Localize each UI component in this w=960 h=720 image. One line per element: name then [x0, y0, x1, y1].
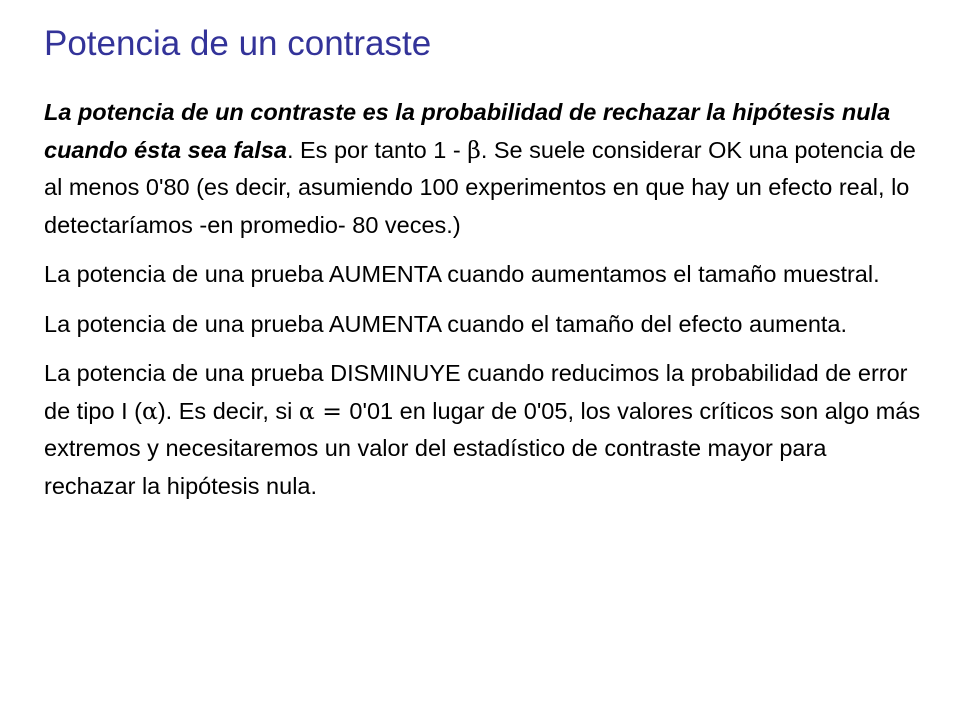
beta-symbol: β [467, 135, 481, 164]
paragraph-alpha [44, 355, 924, 505]
slide-title: Potencia de un contraste [44, 24, 432, 63]
text-segment: La potencia de una prueba AUMENTA cuando el tamaño del efecto aumenta. [44, 310, 848, 337]
paragraph-definition [44, 94, 924, 244]
text-segment: . Es por tanto 1 - [286, 136, 468, 163]
alpha-equals-symbol: α = [298, 396, 350, 425]
text-segment: La potencia de una prueba DISMINUYE cuando reducimos la probabilidad de error de tipo I ( [44, 360, 908, 424]
paragraph-effect-size [44, 306, 924, 344]
text-segment: ). Es decir, si [157, 397, 299, 424]
paragraph-sample-size [44, 256, 924, 294]
alpha-symbol: α [141, 396, 158, 425]
text-segment: . Se suele considerar OK una potencia de al menos 0'80 (es decir, asumiendo 100 experimentos en que hay un efecto real, lo detectaríamos -en promedio- 80 veces.) [44, 136, 916, 238]
text-segment: La potencia de una prueba AUMENTA cuando aumentamos el tamaño muestral. [44, 261, 880, 287]
text-segment: 0'01 en lugar de 0'05, los valores críticos son algo más extremos y necesitaremos un valor del estadístico de contraste mayor para rechazar la hipótesis nula. [44, 397, 921, 499]
slide-body [44, 94, 924, 517]
definition-emphasis: La potencia de un contraste es la probabilidad de rechazar la hipótesis nula cuando ésta sea falsa [44, 99, 891, 163]
